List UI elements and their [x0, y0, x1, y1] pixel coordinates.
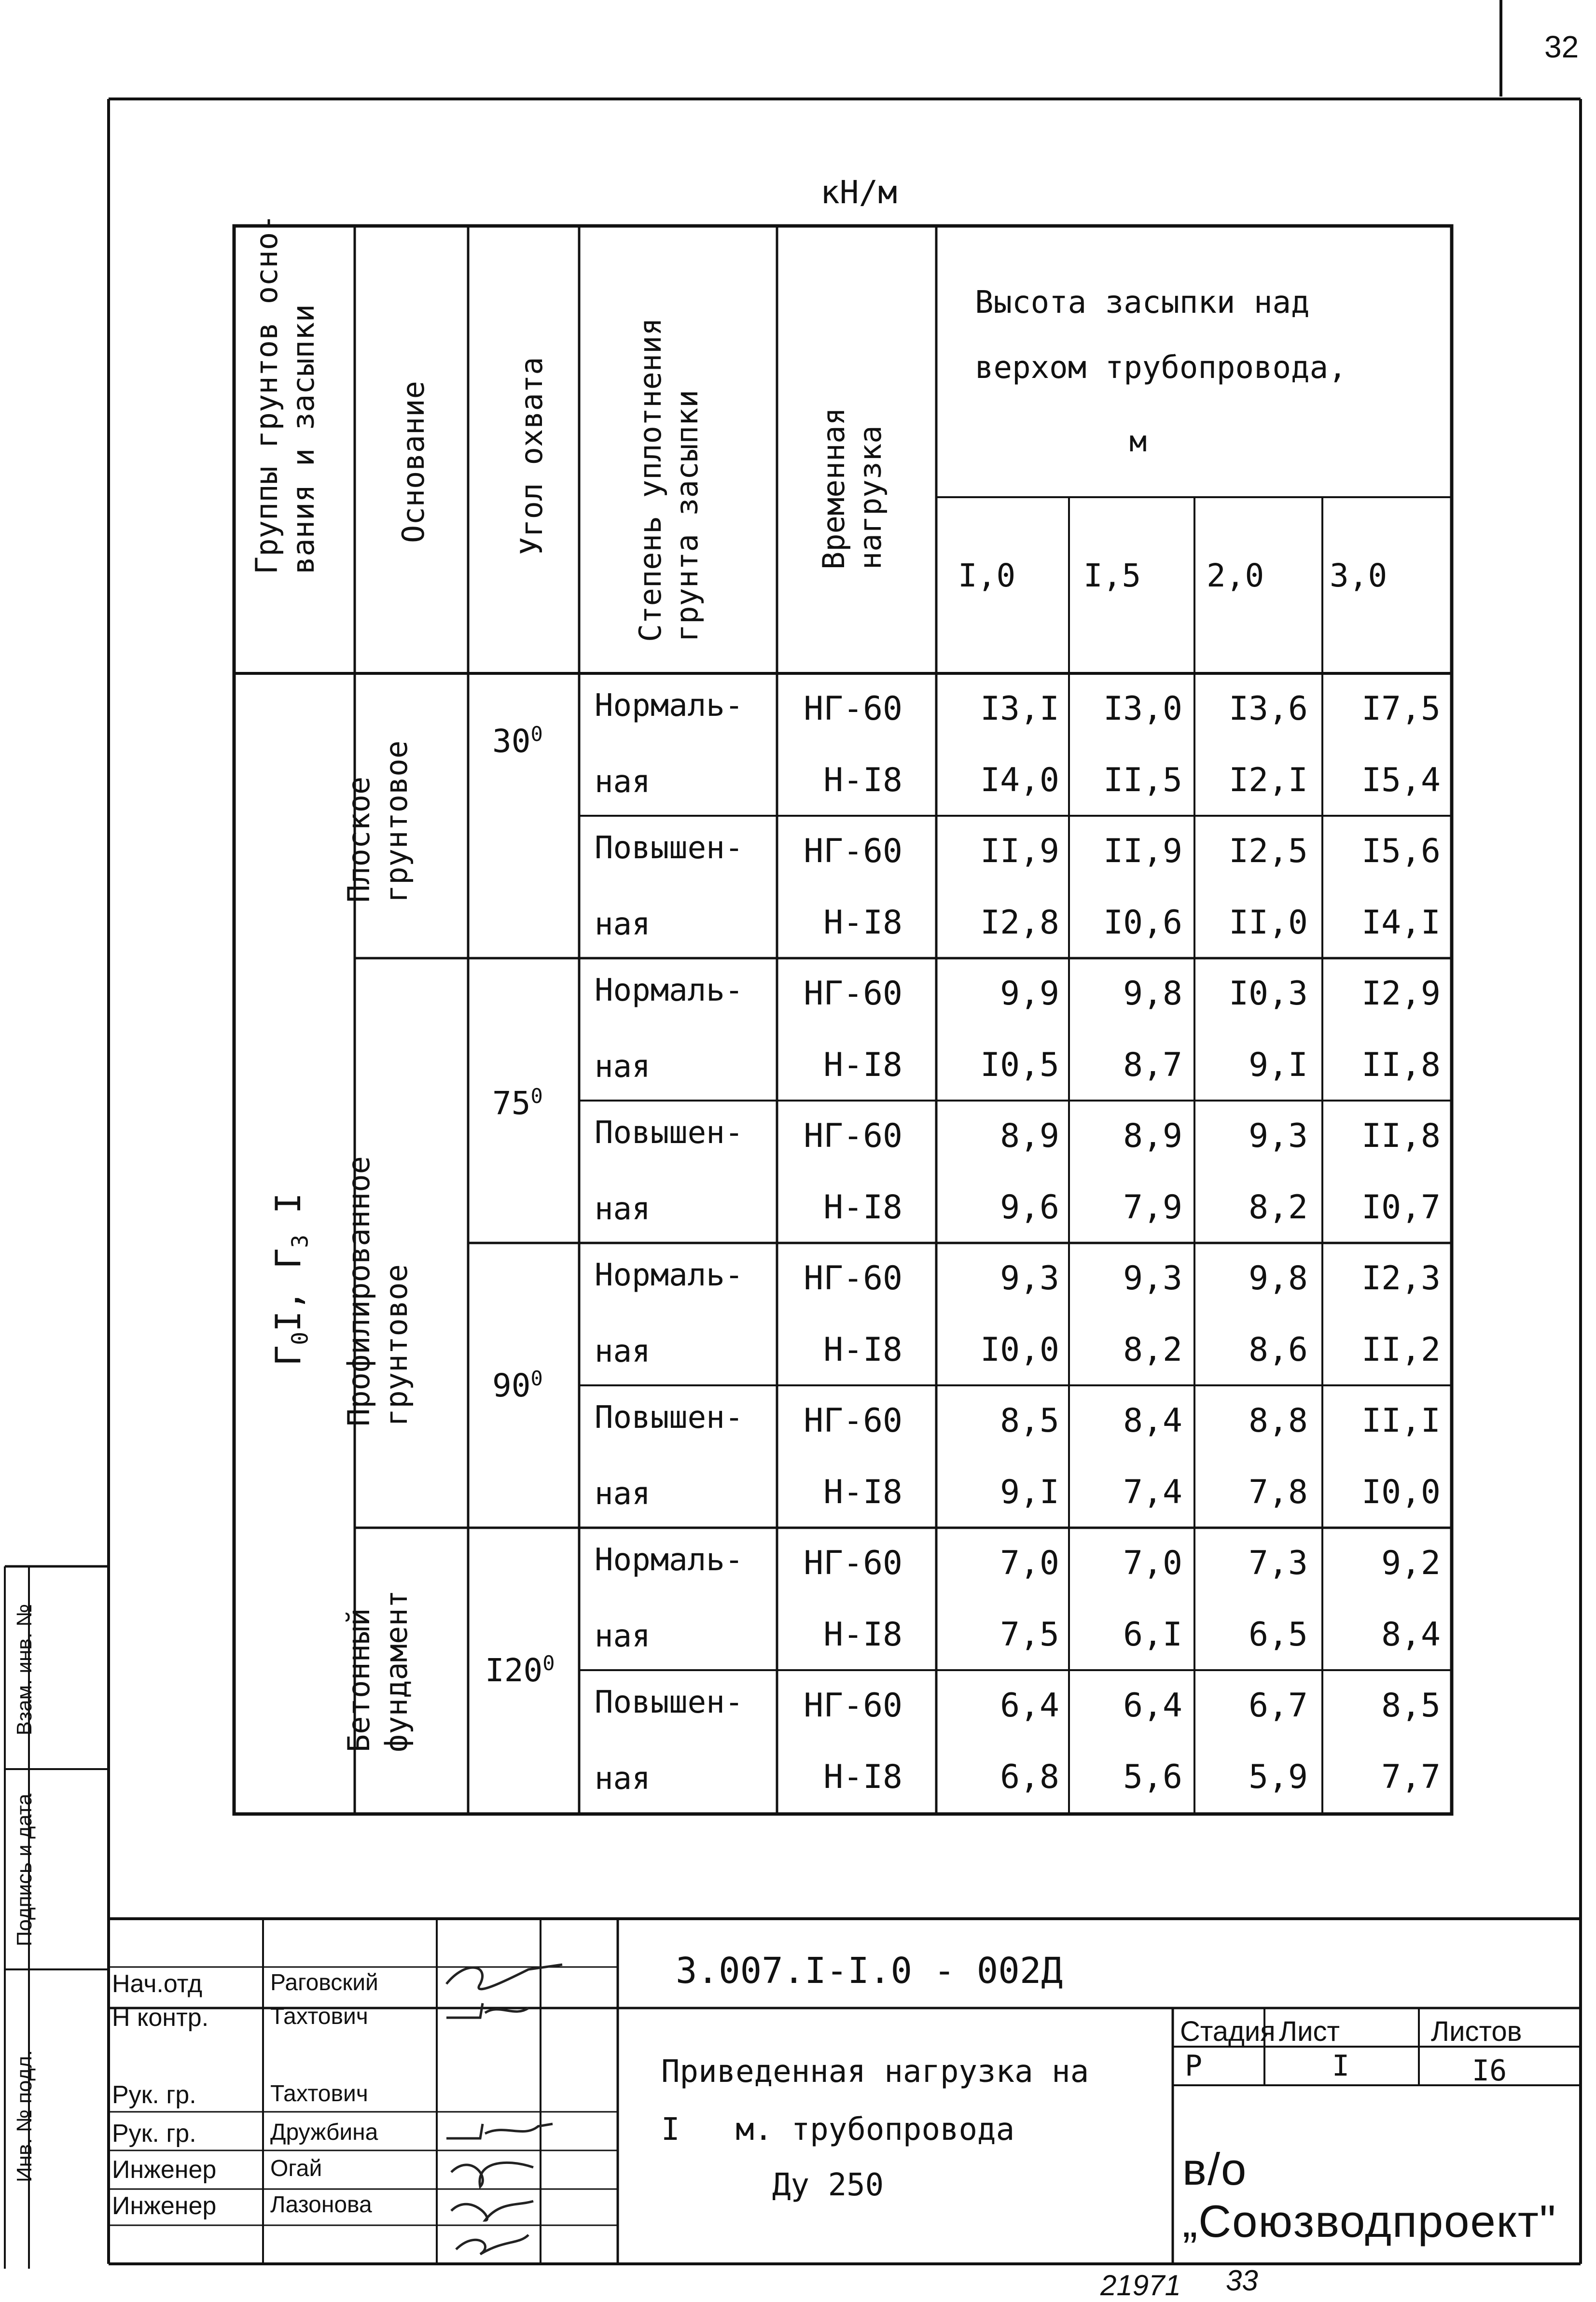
person-name: Огай	[270, 2156, 322, 2181]
bottom-page: 33	[1226, 2264, 1258, 2297]
value-cell: 8,9	[1123, 1117, 1182, 1155]
header-temp-load-line1: Временная	[816, 407, 851, 570]
header-soil-groups-line2: вания и засыпки	[286, 304, 321, 574]
base-flat-line2: грунтовое	[379, 740, 414, 903]
value-cell: 9,3	[1000, 1259, 1059, 1297]
compaction-label: Повышен-	[595, 1115, 744, 1151]
sheet-value: I	[1332, 2049, 1350, 2083]
value-cell: II,2	[1361, 1330, 1441, 1369]
compaction-label: ная	[595, 906, 651, 942]
compaction-label: ная	[595, 1333, 651, 1369]
header-height-2: I,5	[1083, 557, 1141, 594]
compaction-label: Повышен-	[595, 1400, 744, 1436]
value-cell: I3,6	[1229, 690, 1308, 728]
header-temp-load-line2: нагрузка	[853, 425, 888, 570]
compaction-label: ная	[595, 1191, 651, 1227]
base-profiled-line1: Профилированное	[341, 1156, 376, 1426]
load-label: Н-I8	[823, 1473, 902, 1511]
person-role: Инженер	[112, 2156, 217, 2184]
compaction-label: ная	[595, 1476, 651, 1512]
angle-30	[492, 722, 543, 760]
value-cell: I5,6	[1361, 832, 1441, 870]
header-height-line1: Высота засыпки над	[975, 285, 1310, 321]
value-cell: II,0	[1229, 903, 1308, 942]
load-label: НГ-60	[804, 1544, 902, 1582]
sheet-label: Лист	[1279, 2016, 1340, 2047]
value-cell: 8,2	[1249, 1188, 1308, 1227]
load-label: НГ-60	[804, 690, 902, 728]
value-cell: 7,7	[1381, 1758, 1441, 1796]
value-cell: 8,5	[1000, 1402, 1059, 1440]
compaction-label: Повышен-	[595, 1685, 744, 1720]
value-cell: 8,7	[1123, 1046, 1182, 1084]
base-concrete	[340, 1590, 417, 1752]
value-cell: 8,6	[1249, 1330, 1308, 1369]
value-cell: 8,4	[1381, 1615, 1441, 1654]
value-cell: 9,I	[1000, 1473, 1059, 1511]
header-height	[975, 270, 1347, 401]
value-cell: 8,8	[1249, 1402, 1308, 1440]
stamp-replace-inv: Взам. инв. №	[13, 1604, 36, 1736]
angle-120-degree: 0	[542, 1651, 555, 1675]
person-name: Раговский	[270, 1970, 378, 1995]
angle-75-value: 75	[492, 1085, 531, 1122]
compaction-label: ная	[595, 1048, 651, 1085]
base-concrete-line2: фундамент	[379, 1590, 414, 1752]
header-compaction-line1: Степень уплотнения	[633, 318, 668, 642]
base-flat-soil	[340, 729, 417, 903]
value-cell: I4,I	[1361, 903, 1441, 942]
load-label: Н-I8	[823, 903, 902, 942]
value-cell: 8,5	[1381, 1687, 1441, 1725]
load-label: НГ-60	[804, 1117, 902, 1155]
header-compaction-line2: грунта засыпки	[669, 390, 705, 642]
angle-75-degree: 0	[530, 1084, 543, 1108]
soil-group-label	[268, 1125, 311, 1366]
value-cell: I2,3	[1361, 1259, 1441, 1297]
value-cell: 9,8	[1123, 975, 1182, 1013]
angle-75	[492, 1084, 543, 1122]
angle-120	[485, 1653, 555, 1687]
soil-group-mid: I, Г	[268, 1248, 308, 1332]
value-cell: II,9	[980, 832, 1059, 870]
stage-value: Р	[1185, 2049, 1203, 2083]
value-cell: I7,5	[1361, 690, 1441, 728]
organization: в/о „Союзводпроект"	[1182, 2144, 1557, 2246]
value-cell: I5,4	[1361, 761, 1441, 799]
value-cell: 7,4	[1123, 1473, 1182, 1511]
header-base: Основание	[396, 381, 431, 543]
load-label: Н-I8	[823, 761, 902, 799]
value-cell: 7,9	[1123, 1188, 1182, 1227]
value-cell: 7,0	[1123, 1544, 1182, 1582]
soil-group-end: I	[268, 1193, 308, 1235]
value-cell: I0,3	[1229, 975, 1308, 1013]
doc-code: 3.007.I-I.0 - 002Д	[676, 1950, 1063, 1992]
person-name: Дружбина	[270, 2120, 378, 2145]
value-cell: I2,8	[980, 903, 1059, 942]
header-height-1: I,0	[958, 557, 1016, 594]
value-cell: 6,7	[1249, 1687, 1308, 1725]
header-height-3: 2,0	[1207, 557, 1264, 594]
header-angle: Угол охвата	[514, 357, 549, 555]
header-soil-groups-line1: Группы грунтов осно-	[249, 214, 284, 574]
compaction-label: Нормаль-	[595, 688, 744, 724]
person-name: Лазонова	[270, 2192, 372, 2218]
value-cell: I2,5	[1229, 832, 1308, 870]
page-number: 32	[1544, 29, 1579, 64]
value-cell: I2,9	[1361, 975, 1441, 1013]
value-cell: I0,5	[980, 1046, 1059, 1084]
header-soil-groups	[249, 214, 326, 574]
value-cell: 8,4	[1123, 1402, 1182, 1440]
base-profiled-line2: грунтовое	[379, 1264, 414, 1426]
value-cell: 8,9	[1000, 1117, 1059, 1155]
value-cell: 8,2	[1123, 1330, 1182, 1369]
person-role: Н контр.	[112, 2004, 209, 2032]
value-cell: I3,I	[980, 690, 1059, 728]
value-cell: 7,5	[1000, 1615, 1059, 1654]
angle-30-value: 30	[492, 723, 531, 760]
load-label: НГ-60	[804, 1687, 902, 1725]
angle-90	[492, 1368, 543, 1402]
value-cell: 6,5	[1249, 1615, 1308, 1654]
value-cell: II,5	[1103, 761, 1182, 799]
person-role: Инженер	[112, 2192, 217, 2220]
value-cell: I2,I	[1229, 761, 1308, 799]
compaction-label: Нормаль-	[595, 1257, 744, 1293]
angle-30-degree: 0	[530, 722, 543, 746]
header-height-line2: верхом трубопровода,	[975, 350, 1347, 386]
doc-title-line1: Приведенная нагрузка на	[661, 2054, 1089, 2090]
value-cell: 9,9	[1000, 975, 1059, 1013]
load-label: НГ-60	[804, 1402, 902, 1440]
stamp-signature-date: Подпись и дата	[13, 1793, 36, 1947]
compaction-label: ная	[595, 1618, 651, 1654]
header-height-unit: м	[1129, 425, 1147, 459]
value-cell: I4,0	[980, 761, 1059, 799]
value-cell: II,8	[1361, 1117, 1441, 1155]
value-cell: I0,6	[1103, 903, 1182, 942]
load-label: Н-I8	[823, 1758, 902, 1796]
value-cell: 7,3	[1249, 1544, 1308, 1582]
value-cell: 7,0	[1000, 1544, 1059, 1582]
value-cell: 6,8	[1000, 1758, 1059, 1796]
value-cell: 9,8	[1249, 1259, 1308, 1297]
person-role: Рук. гр.	[112, 2120, 196, 2148]
person-role: Рук. гр.	[112, 2081, 196, 2109]
value-cell: 5,6	[1123, 1758, 1182, 1796]
load-label: Н-I8	[823, 1330, 902, 1369]
value-cell: II,I	[1361, 1402, 1441, 1440]
base-concrete-line1: Бетонный	[341, 1608, 376, 1752]
value-cell: I0,7	[1361, 1188, 1441, 1227]
unit-label: кН/м	[820, 174, 897, 211]
value-cell: 5,9	[1249, 1758, 1308, 1796]
soil-group-sub0: 0	[287, 1331, 313, 1345]
value-cell: I3,0	[1103, 690, 1182, 728]
bottom-note: 21971	[1100, 2269, 1181, 2302]
value-cell: II,9	[1103, 832, 1182, 870]
value-cell: 7,8	[1249, 1473, 1308, 1511]
value-cell: 9,2	[1381, 1544, 1441, 1582]
compaction-label: Нормаль-	[595, 1542, 744, 1578]
stage-label: Стадия	[1180, 2016, 1276, 2047]
sheets-value: I6	[1472, 2054, 1507, 2088]
base-flat-line1: Плоское	[341, 776, 376, 903]
person-name: Тахтович	[270, 2081, 368, 2107]
value-cell: 6,4	[1000, 1687, 1059, 1725]
value-cell: I0,0	[980, 1330, 1059, 1369]
soil-group-sub3: 3	[287, 1234, 313, 1248]
value-cell: II,8	[1361, 1046, 1441, 1084]
load-label: НГ-60	[804, 1259, 902, 1297]
angle-90-degree: 0	[530, 1367, 543, 1390]
compaction-label: Повышен-	[595, 830, 744, 866]
base-profiled-soil	[340, 1137, 417, 1426]
compaction-label: ная	[595, 764, 651, 800]
value-cell: I0,0	[1361, 1473, 1441, 1511]
compaction-label: Нормаль-	[595, 973, 744, 1008]
load-label: НГ-60	[804, 832, 902, 870]
person-name: Тахтович	[270, 2004, 368, 2029]
load-label: НГ-60	[804, 975, 902, 1013]
signature-marks	[437, 1950, 591, 2259]
header-compaction	[632, 294, 709, 642]
doc-title-line3: Ду 250	[772, 2167, 884, 2203]
value-cell: 6,I	[1123, 1615, 1182, 1654]
doc-title-line2: I м. трубопровода	[661, 2112, 1015, 2148]
load-label: Н-I8	[823, 1046, 902, 1084]
soil-group-g0: Г	[268, 1345, 308, 1366]
sheets-label: Листов	[1431, 2016, 1522, 2047]
value-cell: 9,3	[1123, 1259, 1182, 1297]
person-role: Нач.отд	[112, 1970, 203, 1998]
value-cell: 6,4	[1123, 1687, 1182, 1725]
value-cell: 9,6	[1000, 1188, 1059, 1227]
value-cell: 9,I	[1249, 1046, 1308, 1084]
angle-90-value: 90	[492, 1367, 531, 1404]
stamp-inv-no: Инв. № подл.	[13, 2050, 36, 2183]
load-label: Н-I8	[823, 1188, 902, 1227]
compaction-label: ная	[595, 1760, 651, 1797]
header-temp-load	[816, 377, 893, 570]
header-height-4: 3,0	[1330, 557, 1388, 594]
value-cell: 9,3	[1249, 1117, 1308, 1155]
load-label: Н-I8	[823, 1615, 902, 1654]
angle-120-value: I20	[485, 1652, 543, 1689]
